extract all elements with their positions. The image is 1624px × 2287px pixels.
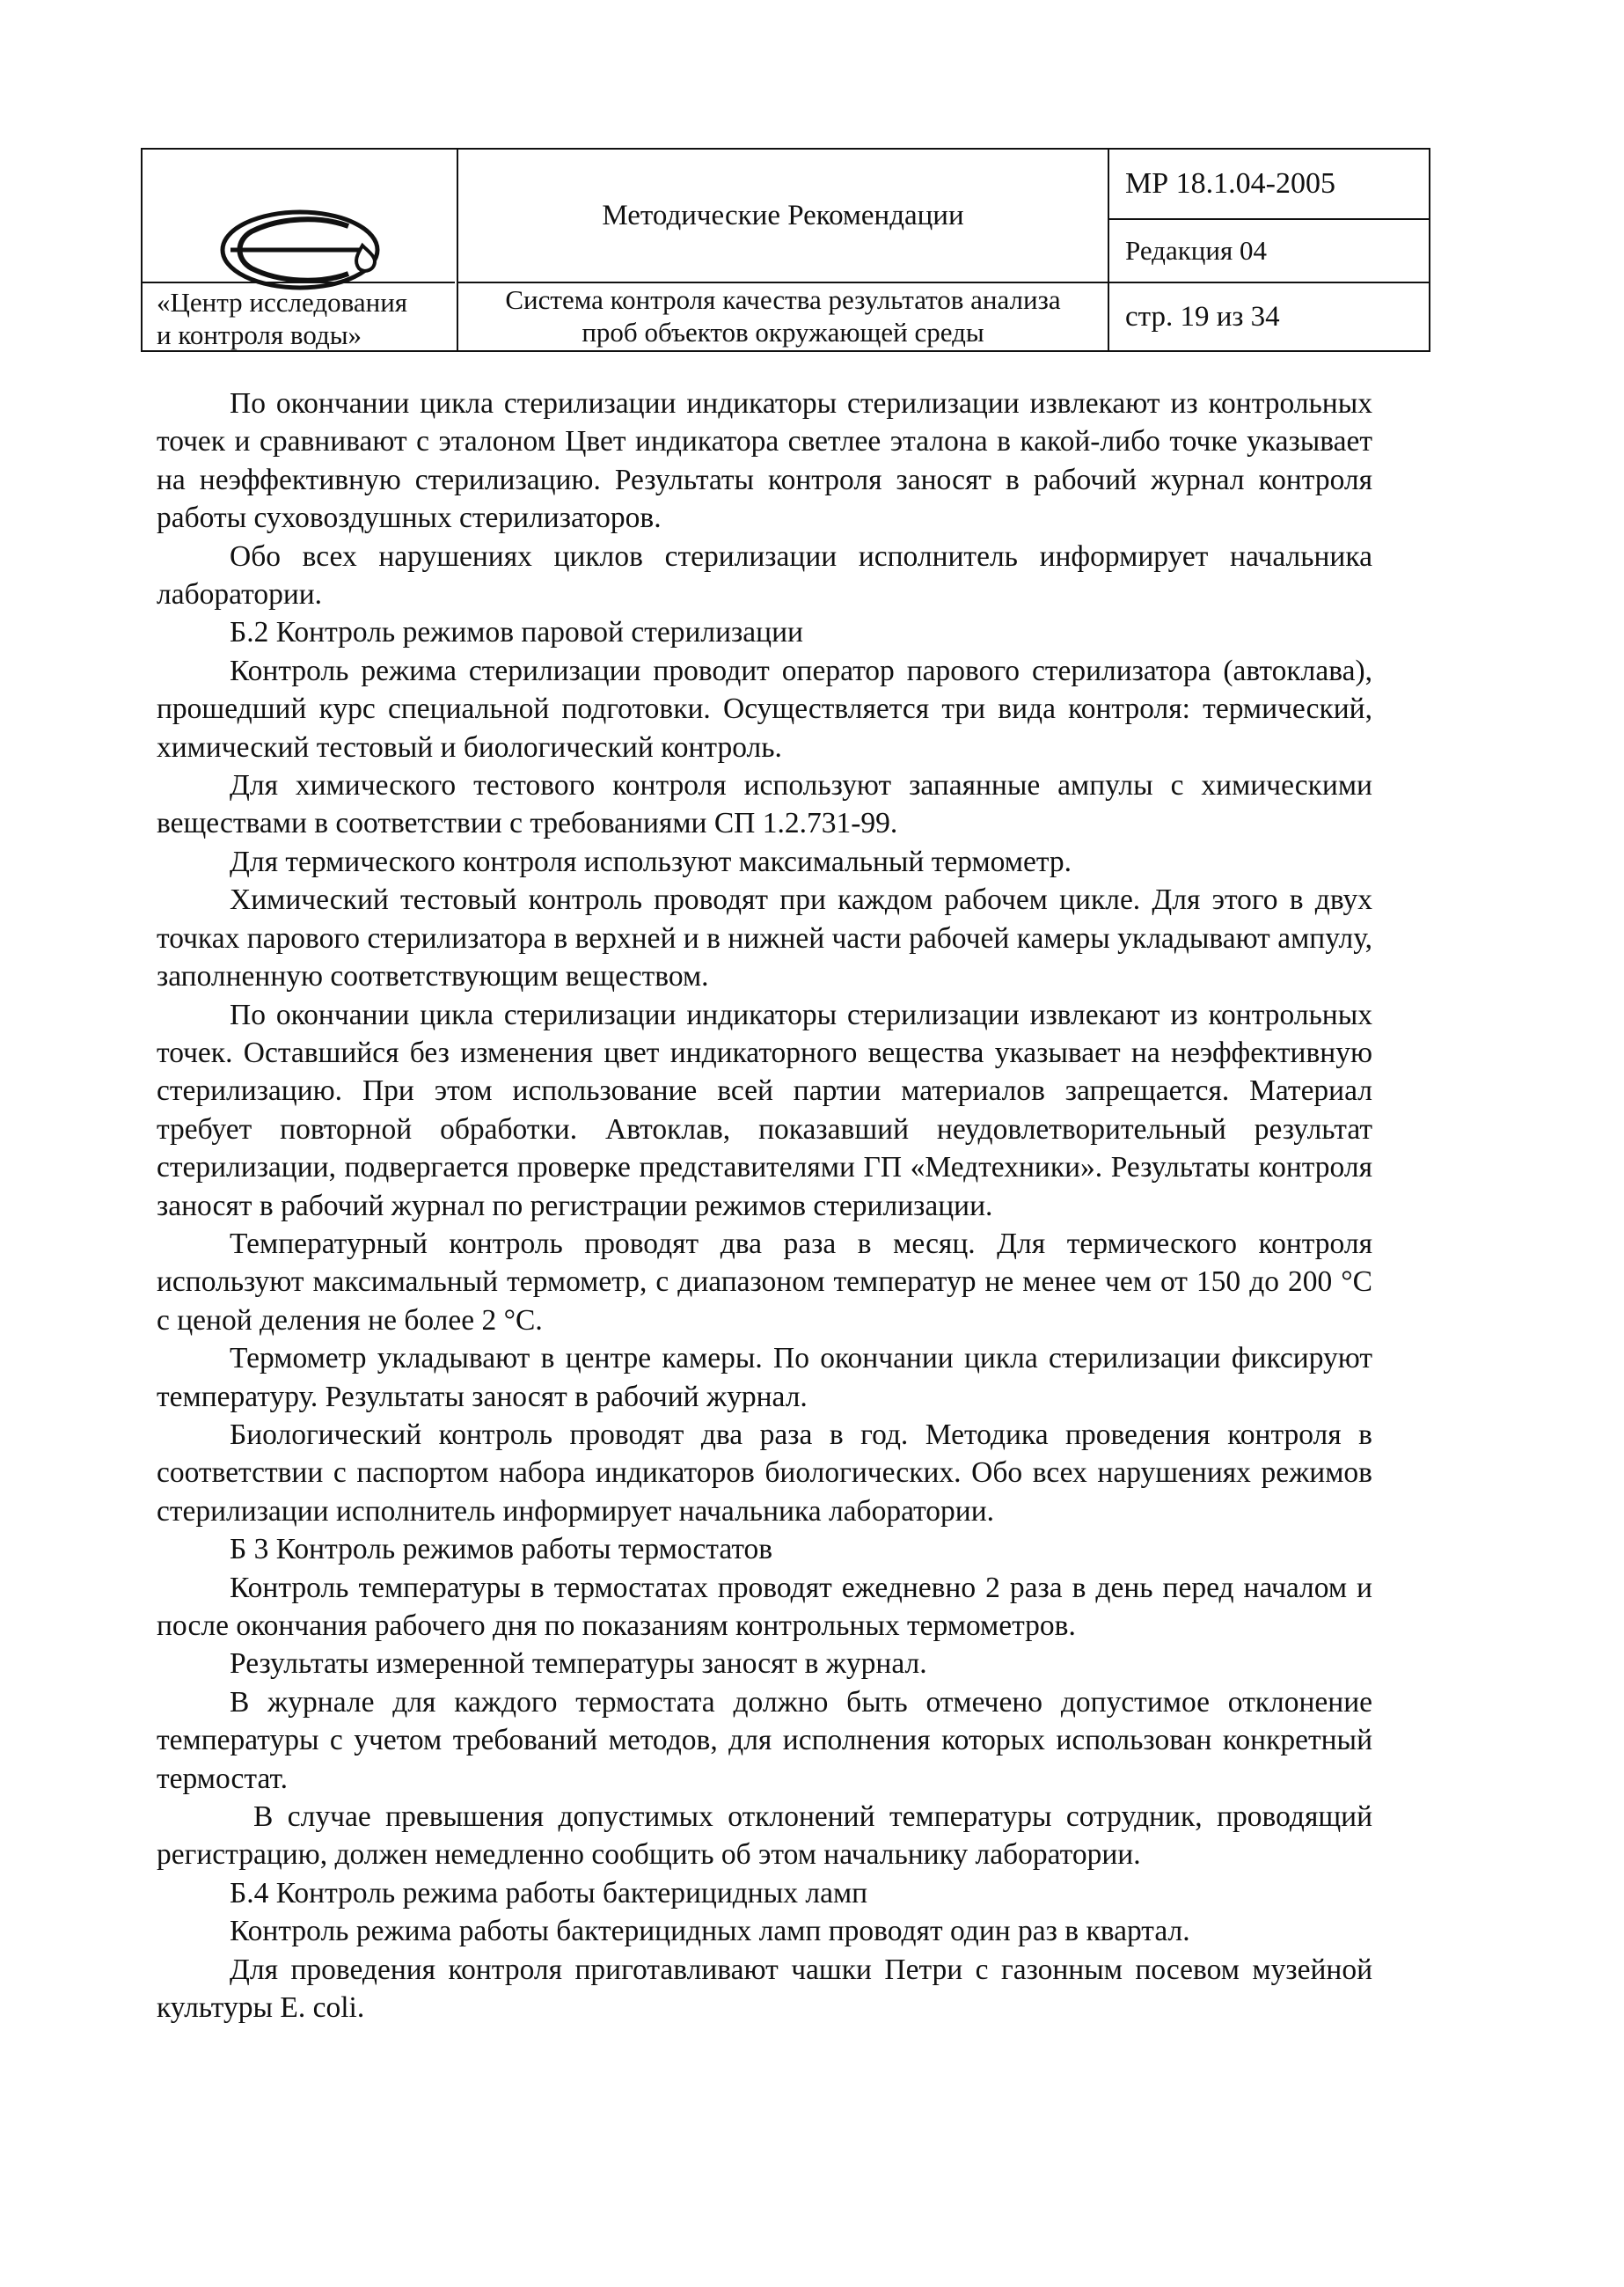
paragraph: По окончании цикла стерилизации индикаторы стерилизации извлекают из контрольных точек. Оставшийся без изменения цвет индикаторного вещества указывает на неэффективную стерилизацию. При этом использование всей партии материалов запрещается. Материал требует повторной обработки. Автоклав, показавший неудовлетворительный результат стерилизации, подвергается проверке представителями ГП «Медтехники». Результаты контроля заносят в рабочий журнал по регистрации режимов стерилизации. (157, 998, 1372, 1222)
paragraph: Контроль режима работы бактерицидных ламп проводят один раз в квартал. (230, 1915, 1190, 1948)
paragraph: Термометр укладывают в центре камеры. По окончании цикла стерилизации фиксируют температуру. Результаты заносят в рабочий журнал. (157, 1342, 1372, 1413)
paragraph: Химический тестовый контроль проводят при каждом рабочем цикле. Для этого в двух точках парового стерилизатора в верхней и в нижней части рабочей камеры укладывают ампулу, заполненную соответствующим веществом. (157, 883, 1372, 993)
paragraph: В журнале для каждого термостата должно быть отмечено допустимое отклонение температуры с учетом требований методов, для исполнения которых использован конкретный термостат. (157, 1685, 1372, 1795)
page-info: стр. 19 из 34 (1125, 300, 1280, 333)
revision: Редакция 04 (1125, 234, 1267, 266)
paragraph: Для проведения контроля приготавливают чашки Петри с газонным посевом музейной культуры E. coli. (157, 1953, 1372, 2025)
paragraph: Для химического тестового контроля используют запаянные ампулы с химическими веществами в соответствии с требованиями СП 1.2.731-99. (157, 769, 1372, 840)
system-title-line: Система контроля качества результатов анализа (505, 284, 1061, 316)
page-info-cell (1108, 282, 1430, 351)
section-heading: Б.4 Контроль режима работы бактерицидных ламп (230, 1876, 868, 1909)
paragraph: Результаты измеренной температуры заносят в журнал. (230, 1647, 927, 1681)
org-name (141, 282, 455, 348)
document-body (157, 385, 1372, 2027)
doc-type: Методические Рекомендации (602, 199, 964, 231)
system-title-cell (457, 282, 1108, 351)
doc-code: МР 18.1.04-2005 (1125, 166, 1335, 200)
system-title-line: проб объектов окружающей среды (582, 317, 984, 348)
paragraph: По окончании цикла стерилизации индикаторы стерилизации извлекают из контрольных точек и сравнивают с эталоном Цвет индикатора светлее эталона в какой-либо точке указывает на неэффективную стерилизацию. Результаты контроля заносят в рабочий журнал контроля работы суховоздушных стерилизаторов. (157, 387, 1372, 535)
section-heading: Б 3 Контроль режимов работы термостатов (230, 1533, 773, 1566)
paragraph: Для термического контроля используют максимальный термометр. (230, 845, 1072, 878)
paragraph: Обо всех нарушениях циклов стерилизации исполнитель информирует начальника лаборатории. (157, 539, 1372, 612)
paragraph: Биологический контроль проводят два раза в год. Методика проведения контроля в соответствии с паспортом набора индикаторов биологических. Обо всех нарушениях режимов стерилизации исполнитель информирует начальника лаборатории. (157, 1418, 1372, 1528)
org-name-line: «Центр исследования (157, 287, 408, 318)
paragraph: В случае превышения допустимых отклонений температуры сотрудник, проводящий регистрацию, должен немедленно сообщить об этом начальнику лаборатории. (157, 1800, 1372, 1872)
paragraph: Контроль режима стерилизации проводит оператор парового стерилизатора (автоклава), прошедший курс специальной подготовки. Осуществляется три вида контроля: термический, химический тестовый и биологический контроль. (157, 654, 1372, 764)
revision-cell (1108, 219, 1430, 282)
doc-type-cell (457, 149, 1108, 282)
water-center-logo-icon (216, 207, 384, 293)
doc-code-cell (1108, 149, 1430, 219)
section-heading: Б.2 Контроль режимов паровой стерилизации (230, 616, 803, 649)
paragraph: Температурный контроль проводят два раза в месяц. Для термического контроля используют максимальный термометр, с диапазоном температур не менее чем от 150 до 200 °С с ценой деления не более 2 °С. (157, 1227, 1372, 1337)
paragraph: Контроль температуры в термостатах проводят ежедневно 2 раза в день перед началом и после окончания рабочего дня по показаниям контрольных термометров. (157, 1571, 1372, 1642)
org-name-line: и контроля воды» (157, 319, 362, 350)
